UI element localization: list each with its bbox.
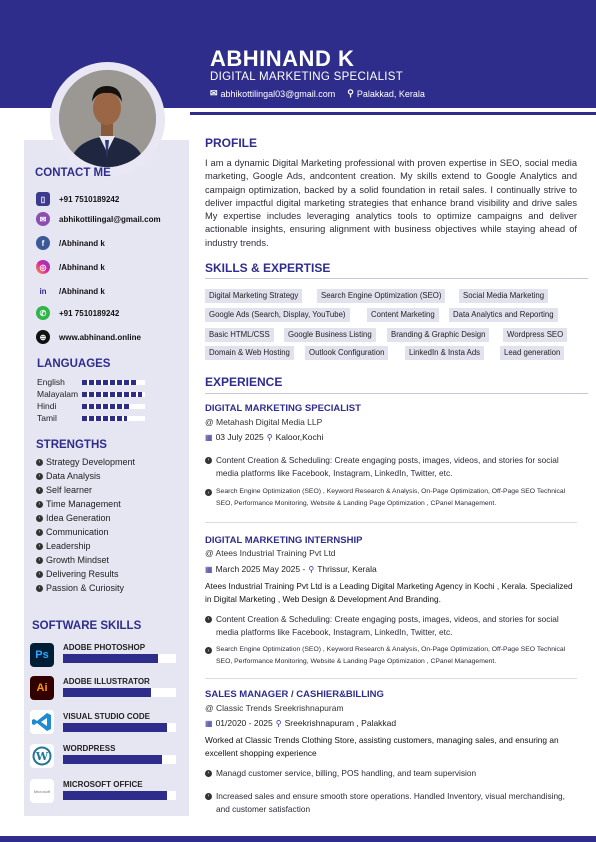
job-divider [205, 522, 577, 523]
strength-item: › Leadership [36, 541, 91, 551]
header-location: ⚲ Palakkad, Kerala [347, 88, 425, 99]
skill-chip: LinkedIn & Insta Ads [405, 346, 484, 360]
job-meta: ▦ March 2025 May 2025 - ⚲ Thrissur, Kerala [205, 564, 377, 574]
profile-heading: PROFILE [205, 136, 258, 150]
experience-heading: EXPERIENCE [205, 375, 283, 389]
strength-item: › Self learner [36, 485, 92, 495]
location-pin-icon: ⚲ [266, 432, 273, 442]
job-meta: ▦ 01/2020 - 2025 ⚲ Sreekrishnapuram , Palakkad [205, 718, 397, 728]
job-title: DIGITAL MARKETING INTERNSHIP [205, 535, 363, 546]
calendar-icon: ▦ [205, 718, 213, 728]
job-description: Atees Industrial Training Pvt Ltd is a Leading Digital Marketing Agency in Kochi , Kerala. Specialized in Digital Marketing , Web Design & Development And Branding. [205, 581, 573, 604]
arrow-bullet-icon: › [36, 459, 43, 466]
software-fill [63, 755, 162, 764]
skill-chip: Content Marketing [367, 308, 439, 322]
calendar-icon: ▦ [205, 432, 213, 442]
profile-text: I am a dynamic Digital Marketing professional with proven expertise in SEO, social media marketing, Google Ads, andcontent creation. My skills extend to Google Analytics and campaign optimization, backed by a solid foundation in retail sales. I continually strive to deliver impactful digital marketing strategies that enhance brand visibility and drive sales My expertise includes leveraging analytics tools to optimize campaigns and deliver actionable insights, ensuring alignment with business objectives while staying ahead of industry trends. [205, 158, 577, 248]
job-bullet: › Content Creation & Scheduling: Create engaging posts, images, videos, and stories for social media platforms like Facebook, Instagram, LinkedIn, Twitter, etc. [205, 454, 577, 479]
language-fill [82, 416, 127, 421]
skill-chip: Social Media Marketing [459, 289, 548, 303]
contact-heading: CONTACT ME [35, 167, 111, 179]
skill-chip: Google Ads (Search, Display, YouTube) [205, 308, 350, 322]
instagram-icon: ◎ [36, 260, 50, 274]
software-bar [63, 688, 176, 697]
software-bar [63, 723, 176, 732]
arrow-bullet-icon: › [205, 489, 212, 496]
job-bullet: › Content Creation & Scheduling: Create engaging posts, images, videos, and stories for social media platforms like Facebook, Instagram, LinkedIn, Twitter, etc. [205, 613, 577, 638]
language-bar [82, 404, 145, 409]
job-divider [205, 678, 577, 679]
contact-linkedin[interactable]: in /Abhinand k [36, 284, 105, 298]
software-fill [63, 723, 167, 732]
arrow-bullet-icon: › [205, 770, 212, 777]
job-bullet: › Search Engine Optimization (SEO) , Keyword Research & Analysis, On-Page Optimization, Off-Page SEO Technical SEO, Performance Monitoring, Website & Landing Page Optimization , CPanel Management. [205, 486, 577, 510]
software-bar [63, 791, 176, 800]
phone-icon: ▯ [36, 192, 50, 206]
arrow-bullet-icon: › [205, 616, 212, 623]
skill-chip: Wordpress SEO [503, 328, 567, 342]
header-email[interactable]: ✉ abhikottilingal03@gmail.com [210, 88, 336, 99]
language-bar [82, 392, 145, 397]
job-title: DIGITAL MARKETING SPECIALIST [205, 403, 361, 414]
software-name: WORDPRESS [63, 744, 116, 753]
job-title: SALES MANAGER / CASHIER&BILLING [205, 689, 384, 700]
language-fill [82, 380, 136, 385]
profile-photo [59, 70, 156, 167]
strength-item: › Idea Generation [36, 513, 111, 523]
language-bar [82, 416, 145, 421]
software-heading: SOFTWARE SKILLS [32, 620, 142, 632]
arrow-bullet-icon: › [205, 457, 212, 464]
footer-band [0, 836, 596, 842]
job-company: @ Metahash Digital Media LLP [205, 417, 323, 427]
job-bullet: › Search Engine Optimization (SEO) , Keyword Research & Analysis, On-Page Optimization, Off-Page SEO Technical SEO, Performance Monitoring, Website & Landing Page Optimization , CPanel Management. [205, 644, 577, 668]
contact-whatsapp[interactable]: ✆ +91 7510189242 [36, 306, 119, 320]
arrow-bullet-icon: › [36, 585, 43, 592]
software-name: ADOBE PHOTOSHOP [63, 643, 146, 652]
arrow-bullet-icon: › [205, 793, 212, 800]
language-malayalam: Malayalam [37, 389, 145, 399]
job-description: Worked at Classic Trends Clothing Store, assisting customers, managing sales, and ensuring an excellent shopping experience [205, 735, 559, 758]
header-contact [210, 88, 425, 99]
email-icon: ✉ [36, 212, 50, 226]
software-bar [63, 654, 176, 663]
skill-chip: Basic HTML/CSS [205, 328, 274, 342]
contact-email[interactable]: ✉ abhikottilingal@gmail.com [36, 212, 161, 226]
languages-heading: LANGUAGES [37, 358, 111, 370]
svg-text:W: W [35, 750, 49, 763]
arrow-bullet-icon: › [36, 473, 43, 480]
job-bullet: › Managd customer service, billing, POS handling, and team supervision [205, 767, 577, 780]
location-pin-icon: ⚲ [308, 564, 315, 574]
contact-website[interactable]: ⊕ www.abhinand.online [36, 330, 141, 344]
candidate-name: ABHINAND K [210, 46, 355, 71]
strength-item: › Passion & Curiosity [36, 583, 124, 593]
experience-rule [205, 393, 588, 394]
strength-item: › Data Analysis [36, 471, 101, 481]
software-fill [63, 654, 158, 663]
software-bar [63, 755, 176, 764]
skill-chip: Google Business Listing [284, 328, 376, 342]
job-meta: ▦ 03 July 2025 ⚲ Kaloor,Kochi [205, 432, 324, 442]
location-pin-icon: ⚲ [347, 88, 354, 98]
arrow-bullet-icon: › [36, 487, 43, 494]
mail-icon: ✉ [210, 88, 218, 98]
contact-instagram[interactable]: ◎ /Abhinand k [36, 260, 105, 274]
skill-chip: Branding & Graphic Design [387, 328, 489, 342]
job-company: @ Atees Industrial Training Pvt Ltd [205, 548, 336, 558]
software-name: ADOBE ILLUSTRATOR [63, 677, 150, 686]
skill-chip: Lead generation [500, 346, 564, 360]
vscode-icon [30, 710, 54, 734]
language-hindi: Hindi [37, 401, 145, 411]
arrow-bullet-icon: › [36, 529, 43, 536]
globe-icon: ⊕ [36, 330, 50, 344]
arrow-bullet-icon: › [36, 557, 43, 564]
strengths-heading: STRENGTHS [36, 439, 107, 451]
software-fill [63, 791, 167, 800]
strength-item: › Time Management [36, 499, 121, 509]
candidate-title: DIGITAL MARKETING SPECIALIST [210, 71, 404, 83]
language-fill [82, 392, 142, 397]
software-fill [63, 688, 151, 697]
job-bullet: › Increased sales and ensure smooth store operations. Handled Inventory, visual merchandising, and customer satisfaction [205, 790, 577, 815]
language-bar [82, 380, 145, 385]
arrow-bullet-icon: › [205, 647, 212, 654]
skill-chip: Outlook Configuration [305, 346, 388, 360]
strength-item: › Growth Mindset [36, 555, 109, 565]
skill-chip: Search Engine Optimization (SEO) [317, 289, 445, 303]
arrow-bullet-icon: › [36, 571, 43, 578]
arrow-bullet-icon: › [36, 543, 43, 550]
strength-item: › Delivering Results [36, 569, 119, 579]
strength-item: › Communication [36, 527, 109, 537]
illustrator-icon: Ai [30, 676, 54, 700]
arrow-bullet-icon: › [36, 515, 43, 522]
strength-item: › Strategy Development [36, 457, 135, 467]
photoshop-icon: Ps [30, 643, 54, 667]
contact-facebook[interactable]: f /Abhinand k [36, 236, 105, 250]
calendar-icon: ▦ [205, 564, 213, 574]
microsoft-office-icon: Microsoft [30, 779, 54, 803]
wordpress-icon [30, 744, 54, 768]
software-name: MICROSOFT OFFICE [63, 780, 143, 789]
skill-chip: Data Analytics and Reporting [449, 308, 558, 322]
header-underline [190, 112, 596, 115]
facebook-icon: f [36, 236, 50, 250]
language-fill [82, 404, 131, 409]
linkedin-icon: in [36, 284, 50, 298]
contact-phone[interactable]: ▯ +91 7510189242 [36, 192, 119, 206]
location-pin-icon: ⚲ [275, 718, 282, 728]
whatsapp-icon: ✆ [36, 306, 50, 320]
language-english: English [37, 377, 145, 387]
skill-chip: Digital Marketing Strategy [205, 289, 302, 303]
language-tamil: Tamil [37, 413, 145, 423]
skills-heading: SKILLS & EXPERTISE [205, 261, 331, 275]
skills-rule [205, 278, 588, 279]
arrow-bullet-icon: › [36, 501, 43, 508]
skill-chip: Domain & Web Hosting [205, 346, 294, 360]
job-company: @ Classic Trends Sreekrishnapuram [205, 703, 344, 713]
software-name: VISUAL STUDIO CODE [63, 712, 150, 721]
